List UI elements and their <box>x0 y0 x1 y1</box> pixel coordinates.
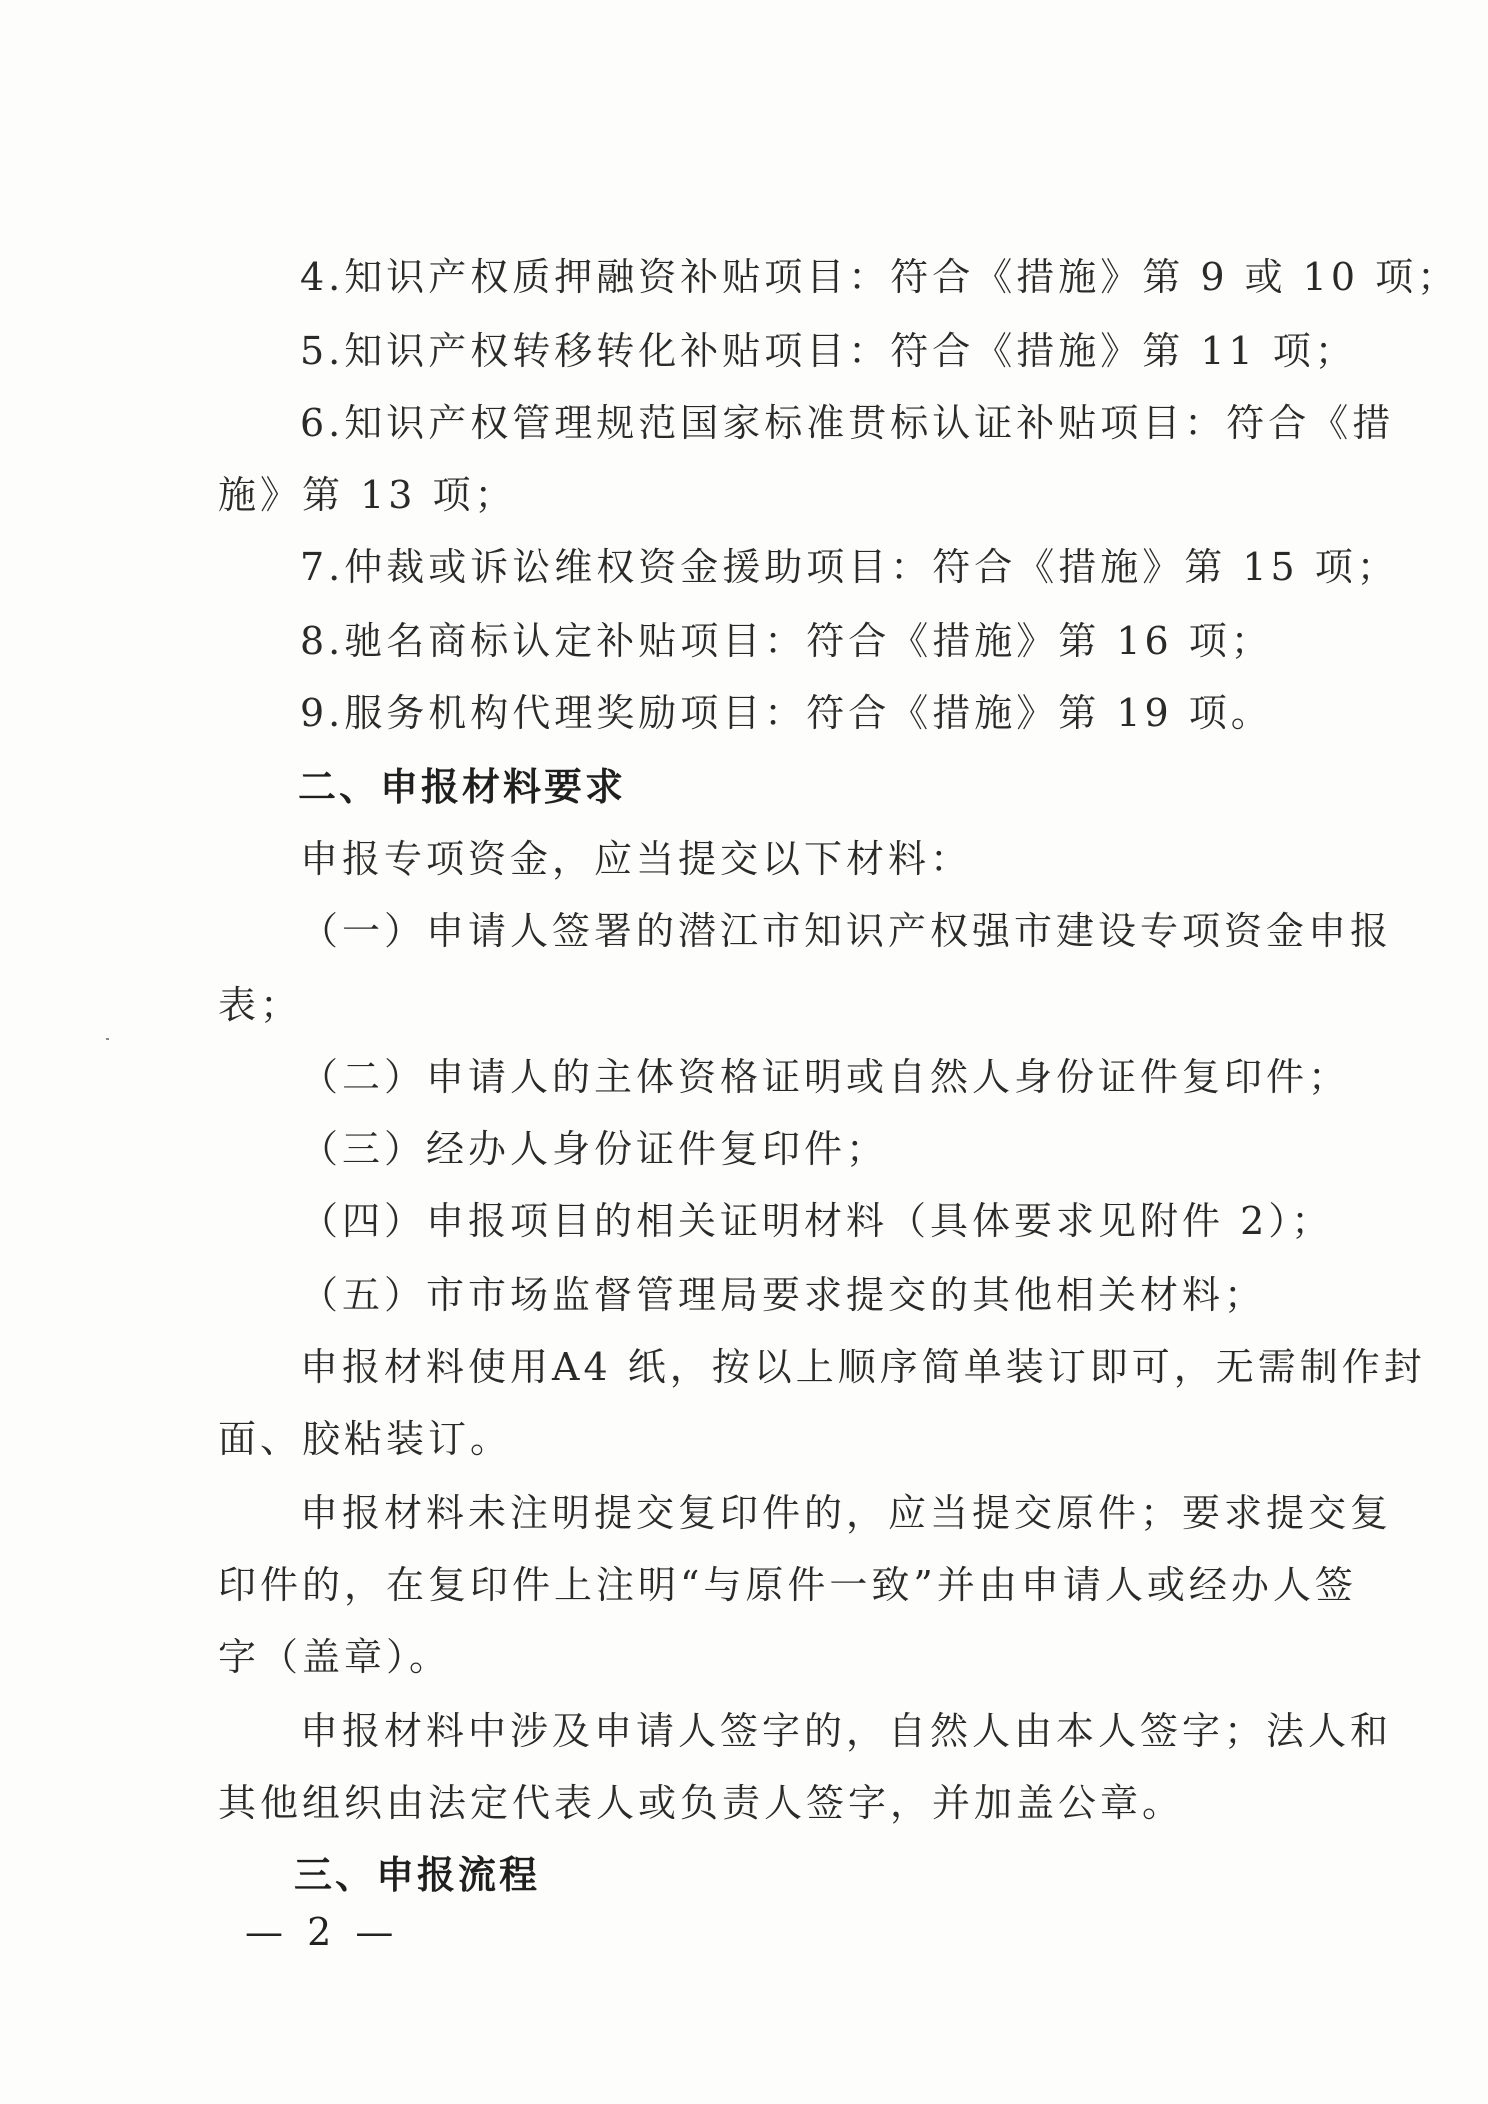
text-line: 面、胶粘装订。 <box>218 1417 513 1461</box>
page-number: — 2 — <box>245 1910 400 1954</box>
text-line: 申报材料未注明提交复印件的，应当提交原件；要求提交复 <box>300 1491 1393 1535</box>
text-line: 申报材料使用A4 纸，按以上顺序简单装订即可，无需制作封 <box>300 1345 1426 1389</box>
text-line: 6.知识产权管理规范国家标准贯标认证补贴项目：符合《措 <box>300 401 1395 445</box>
section-heading: 二、申报材料要求 <box>298 765 627 809</box>
text-line: 7.仲裁或诉讼维权资金援助项目：符合《措施》第 15 项； <box>300 545 1399 589</box>
text-line: 5.知识产权转移转化补贴项目：符合《措施》第 11 项； <box>300 329 1357 373</box>
text-line: 施》第 13 项； <box>218 473 517 517</box>
text-line: 其他组织由法定代表人或负责人签字，并加盖公章。 <box>218 1781 1185 1825</box>
text-line: （四）申报项目的相关证明材料（具体要求见附件 2）； <box>300 1199 1334 1243</box>
text-line: 申报材料中涉及申请人签字的，自然人由本人签字；法人和 <box>300 1709 1393 1753</box>
text-line: （三）经办人身份证件复印件； <box>300 1127 889 1171</box>
text-line: 申报专项资金，应当提交以下材料： <box>300 837 973 881</box>
text-line: 字（盖章）。 <box>218 1635 452 1679</box>
text-line: 9.服务机构代理奖励项目：符合《措施》第 19 项。 <box>300 691 1273 735</box>
text-line: 印件的，在复印件上注明“与原件一致”并由申请人或经办人签 <box>218 1563 1357 1607</box>
text-line: （五）市市场监督管理局要求提交的其他相关材料； <box>300 1273 1267 1317</box>
text-line: 表； <box>218 983 303 1027</box>
text-line: 8.驰名商标认定补贴项目：符合《措施》第 16 项； <box>300 619 1273 663</box>
text-line: （一）申请人签署的潜江市知识产权强市建设专项资金申报 <box>300 909 1393 953</box>
text-line: （二）申请人的主体资格证明或自然人身份证件复印件； <box>300 1055 1351 1099</box>
text-line: 4.知识产权质押融资补贴项目：符合《措施》第 9 或 10 项； <box>300 255 1460 299</box>
scan-speck <box>106 1038 109 1040</box>
section-heading: 三、申报流程 <box>294 1853 541 1897</box>
